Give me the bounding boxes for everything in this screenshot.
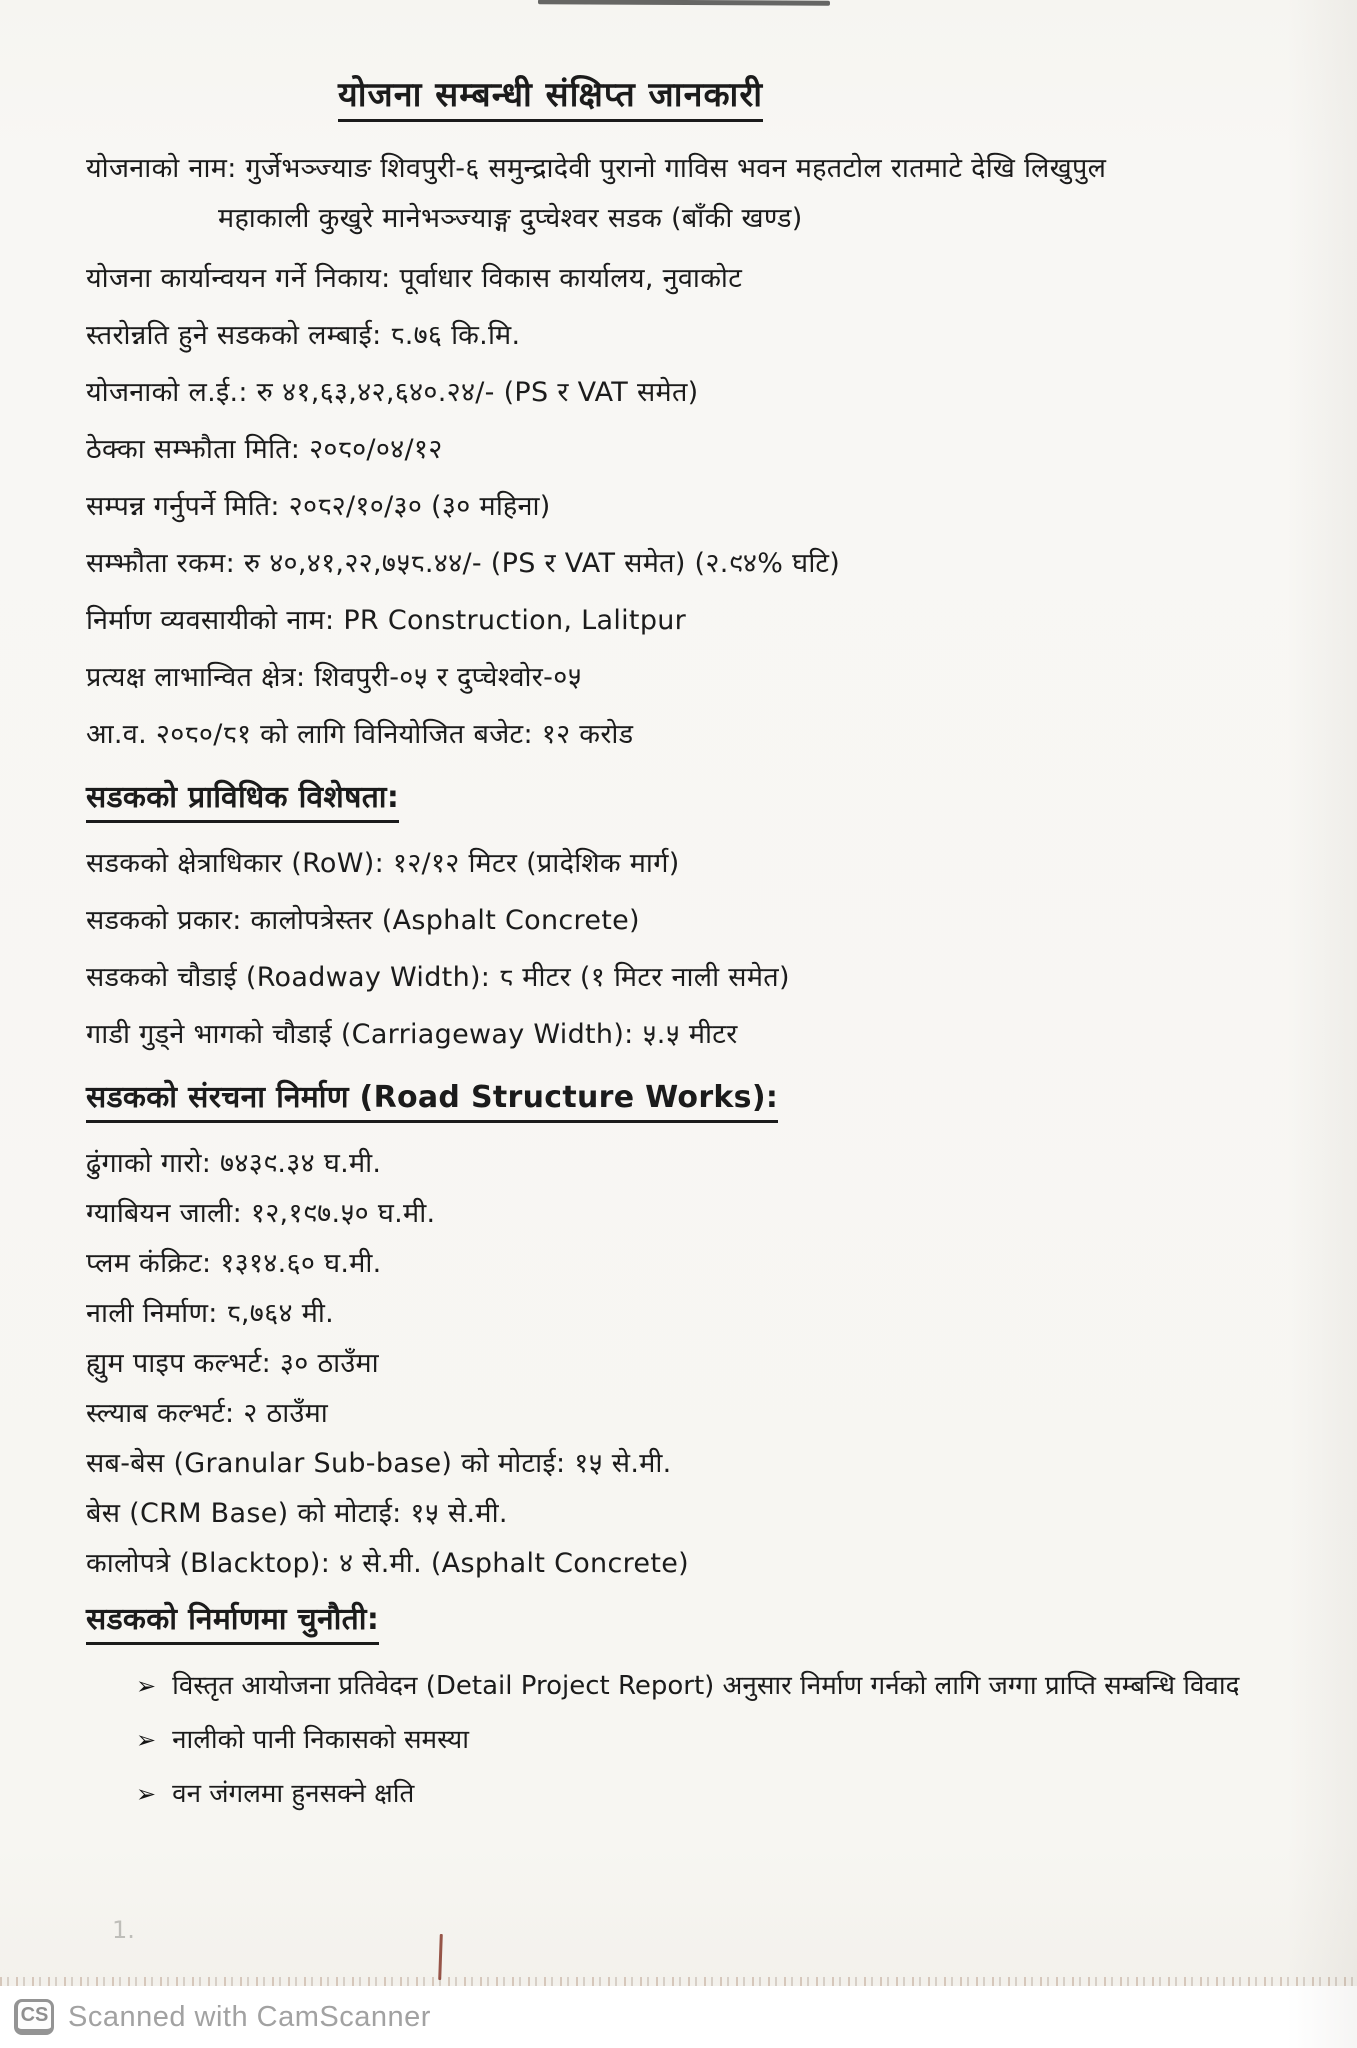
camscanner-watermark-bar: [0, 1986, 1357, 2048]
tech-road-type: सडकको प्रकार: कालोपत्रेस्तर (Asphalt Concrete): [86, 905, 640, 936]
structure-crm-base: बेस (CRM Base) को मोटाई: १५ से.मी.: [86, 1498, 508, 1529]
structure-heading: सडकको संरचना निर्माण (Road Structure Works):: [86, 1079, 778, 1123]
page-title: योजना सम्बन्धी संक्षिप्त जानकारी: [338, 70, 763, 122]
structure-plum-concrete: प्लम कंक्रिट: १३१४.६० घ.मी.: [86, 1248, 382, 1279]
structure-section: [86, 1075, 1277, 1581]
camscanner-logo-icon: CS: [14, 1999, 54, 2035]
detail-estimated-cost: योजनाको ल.ई.: रु ४१,६३,४२,६४०.२४/- (PS र VAT समेत): [86, 377, 699, 408]
detail-contractor-name: निर्माण व्यवसायीको नाम: PR Construction, Lalitpur: [86, 605, 687, 636]
challenge-text-forest-damage: वन जंगलमा हुनसक्ने क्षति: [172, 1779, 415, 1809]
arrow-bullet-icon: ➢: [136, 1726, 157, 1754]
challenges-heading: सडकको निर्माणमा चुनौती:: [86, 1601, 379, 1645]
structure-sub-base: सब-बेस (Granular Sub-base) को मोटाई: १५ से.मी.: [86, 1448, 672, 1479]
challenge-item: [136, 1669, 1277, 1703]
detail-contract-date: ठेक्का सम्झौता मिति: २०८०/०४/१२: [86, 434, 443, 465]
tech-carriageway-width: गाडी गुड्ने भागको चौडाई (Carriageway Width): ५.५ मीटर: [86, 1019, 738, 1050]
challenge-text-drainage: नालीको पानी निकासको समस्या: [172, 1725, 469, 1755]
detail-contract-amount: सम्झौता रकम: रु ४०,४१,२२,७५८.४४/- (PS र VAT समेत) (२.९४% घटि): [86, 548, 841, 579]
challenge-item: [136, 1777, 1277, 1811]
structure-blacktop: कालोपत्रे (Blacktop): ४ से.मी. (Asphalt Concrete): [86, 1548, 689, 1579]
detail-allocated-budget: आ.व. २०८०/८१ को लागि विनियोजित बजेट: १२ करोड: [86, 719, 634, 750]
project-name-line2: महाकाली कुखुरे मानेभञ्ज्याङ्ग दुप्चेश्वर सडक (बाँकी खण्ड): [218, 203, 803, 234]
detail-implementing-agency: योजना कार्यान्वयन गर्ने निकाय: पूर्वाधार विकास कार्यालय, नुवाकोट: [86, 263, 743, 294]
technical-section: [86, 775, 1277, 1052]
challenge-item: [136, 1723, 1277, 1757]
scan-noise-band: [0, 1977, 1357, 1986]
project-name-line1: योजनाको नाम: गुर्जेभञ्ज्याङ शिवपुरी-६ समुन्द्रादेवी पुरानो गाविस भवन महतटोल रातमाटे देखि लिखुपुल: [86, 153, 1107, 184]
challenges-section: [86, 1597, 1277, 1811]
technical-heading: सडकको प्राविधिक विशेषता:: [86, 779, 399, 823]
arrow-bullet-icon: ➢: [136, 1672, 157, 1700]
tech-row-right-of-way: सडकको क्षेत्राधिकार (RoW): १२/१२ मिटर (प्रादेशिक मार्ग): [86, 848, 680, 879]
structure-stone-masonry: ढुंगाको गारो: ७४३९.३४ घ.मी.: [86, 1148, 382, 1179]
detail-completion-date: सम्पन्न गर्नुपर्ने मिति: २०८२/१०/३० (३० महिना): [86, 491, 551, 522]
tech-roadway-width: सडकको चौडाई (Roadway Width): ८ मीटर (१ मिटर नाली समेत): [86, 962, 790, 993]
structure-slab-culvert: स्ल्याब कल्भर्ट: २ ठाउँमा: [86, 1398, 329, 1429]
arrow-bullet-icon: ➢: [136, 1780, 157, 1808]
detail-road-length: स्तरोन्नति हुने सडकको लम्बाई: ८.७६ कि.मि.: [86, 320, 521, 351]
pencil-annotation: 1.: [112, 1916, 135, 1944]
structure-hume-pipe-culvert: ह्युम पाइप कल्भर्ट: ३० ठाउँमा: [86, 1348, 379, 1379]
red-ink-mark: [438, 1934, 443, 1980]
structure-gabion: ग्याबियन जाली: १२,१९७.५० घ.मी.: [86, 1198, 436, 1229]
camscanner-watermark-text: Scanned with CamScanner: [68, 2000, 431, 2033]
challenge-text-land-dispute: विस्तृत आयोजना प्रतिवेदन (Detail Project Report) अनुसार निर्माण गर्नको लागि जग्गा प्राप्ति सम्बन्धि विवाद: [172, 1671, 1240, 1701]
detail-benefited-area: प्रत्यक्ष लाभान्वित क्षेत्र: शिवपुरी-०५ र दुप्चेश्वोर-०५: [86, 662, 582, 693]
structure-drain: नाली निर्माण: ८,७६४ मी.: [86, 1298, 335, 1329]
title-row: [86, 70, 1277, 152]
